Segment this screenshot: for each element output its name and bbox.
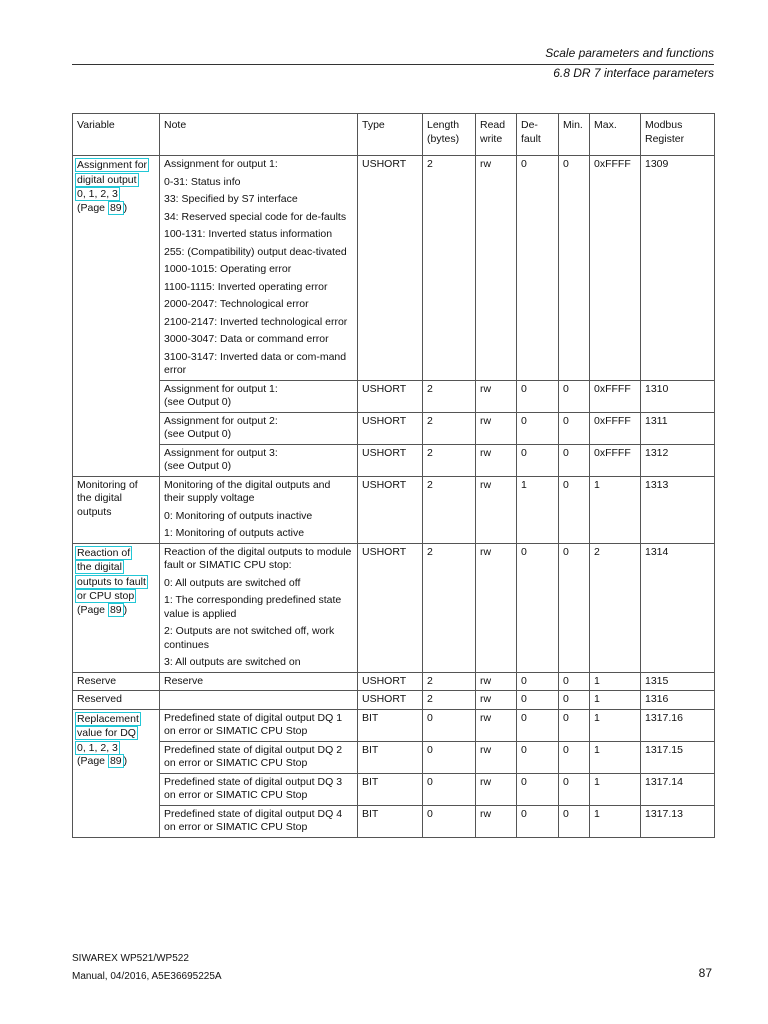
col-header-read-write: Read write [476,114,517,156]
col-header-max: Max. [590,114,641,156]
min-cell: 0 [559,691,590,710]
rw-cell: rw [476,444,517,476]
xref-assignment-line3[interactable]: 0, 1, 2, 3 [77,188,118,200]
table-row [73,444,715,476]
default-cell: 0 [517,412,559,444]
min-cell: 0 [559,156,590,381]
default-cell: 0 [517,773,559,805]
type-cell: USHORT [358,476,423,543]
type-cell: USHORT [358,543,423,672]
col-header-length: Length (bytes) [423,114,476,156]
max-cell: 1 [590,476,641,543]
default-cell: 0 [517,805,559,837]
length-cell: 2 [423,444,476,476]
max-cell: 1 [590,672,641,691]
table-row [73,741,715,773]
variable-cell-reaction: Reaction of the digital outputs to fault or CPU stop (Page 89 ) [73,543,160,672]
xref-reaction-line3[interactable]: outputs to fault [77,575,146,588]
xref-reaction-line4[interactable]: or CPU stop [77,590,135,602]
rw-cell: rw [476,380,517,412]
variable-cell-reserved: Reserved [73,691,160,710]
max-cell: 0xFFFF [590,444,641,476]
min-cell: 0 [559,543,590,672]
rw-cell: rw [476,741,517,773]
rw-cell: rw [476,691,517,710]
table-row [73,476,715,543]
max-cell: 0xFFFF [590,156,641,381]
xref-assignment-line2[interactable]: digital output [77,173,137,186]
page-link-reaction[interactable]: 89 [109,603,122,616]
modbus-cell: 1309 [641,156,715,381]
modbus-cell: 1317.14 [641,773,715,805]
note-cell: Predefined state of digital output DQ 1 on error or SIMATIC CPU Stop [160,709,358,741]
max-cell: 0xFFFF [590,412,641,444]
variable-cell-assignment: Assignment for digital output 0, 1, 2, 3 (Page 89 ) [73,156,160,477]
max-cell: 1 [590,741,641,773]
min-cell: 0 [559,741,590,773]
length-cell: 2 [423,672,476,691]
rw-cell: rw [476,709,517,741]
col-header-note: Note [160,114,358,156]
rw-cell: rw [476,672,517,691]
type-cell: BIT [358,741,423,773]
xref-replacement-line2[interactable]: value for DQ [77,727,136,739]
default-cell: 0 [517,444,559,476]
variable-cell-monitoring: Monitoring of the digital outputs [73,476,160,543]
modbus-cell: 1317.16 [641,709,715,741]
min-cell: 0 [559,805,590,837]
type-cell: USHORT [358,691,423,710]
note-cell: Assignment for output 1: 0-31: Status info 33: Specified by S7 interface 34: Reserved special code for de-faults 100-131: Inverted status information 255: (Compatibility) output deac-tivated 1000-1015: Operating error 1100-1115: Inverted operating error 2000-2047: Technological error 2100-2147: Inverted technological error 3000-3047: Data or command error 3100-3147: Inverted data or com-mand error [160,156,358,381]
type-cell: USHORT [358,672,423,691]
rw-cell: rw [476,412,517,444]
min-cell: 0 [559,709,590,741]
rw-cell: rw [476,773,517,805]
length-cell: 0 [423,773,476,805]
modbus-cell: 1316 [641,691,715,710]
modbus-cell: 1310 [641,380,715,412]
page-link-assignment[interactable]: 89 [109,201,122,214]
note-cell: Predefined state of digital output DQ 4 on error or SIMATIC CPU Stop [160,805,358,837]
note-cell: Predefined state of digital output DQ 2 on error or SIMATIC CPU Stop [160,741,358,773]
note-cell: Reserve [160,672,358,691]
table-row [73,412,715,444]
modbus-cell: 1312 [641,444,715,476]
type-cell: USHORT [358,156,423,381]
table-row [73,380,715,412]
header-subsection-title: 6.8 DR 7 interface parameters [553,66,714,80]
length-cell: 2 [423,691,476,710]
xref-reaction-line2[interactable]: the digital [77,561,122,573]
default-cell: 0 [517,691,559,710]
table-row [73,805,715,837]
rw-cell: rw [476,476,517,543]
length-cell: 2 [423,476,476,543]
max-cell: 2 [590,543,641,672]
max-cell: 1 [590,773,641,805]
footer-doc-info [72,950,222,986]
min-cell: 0 [559,672,590,691]
note-cell: Assignment for output 2: (see Output 0) [160,412,358,444]
min-cell: 0 [559,476,590,543]
rw-cell: rw [476,805,517,837]
rw-cell: rw [476,156,517,381]
max-cell: 1 [590,709,641,741]
col-header-modbus: Modbus Register [641,114,715,156]
min-cell: 0 [559,380,590,412]
page-link-replacement[interactable]: 89 [109,755,122,767]
variable-cell-reserve: Reserve [73,672,160,691]
length-cell: 2 [423,380,476,412]
default-cell: 0 [517,709,559,741]
type-cell: USHORT [358,412,423,444]
footer-product: SIWAREX WP521/WP522 [72,953,189,964]
col-header-variable: Variable [73,114,160,156]
xref-assignment-line1[interactable]: Assignment for [77,159,148,171]
col-header-min: Min. [559,114,590,156]
default-cell: 0 [517,380,559,412]
note-cell: Monitoring of the digital outputs and their supply voltage 0: Monitoring of outputs inactive 1: Monitoring of outputs active [160,476,358,543]
header-divider [72,64,714,65]
max-cell: 0xFFFF [590,380,641,412]
col-header-type: Type [358,114,423,156]
default-cell: 0 [517,543,559,672]
note-cell: Assignment for output 3: (see Output 0) [160,444,358,476]
type-cell: USHORT [358,444,423,476]
table-row [73,672,715,691]
length-cell: 0 [423,709,476,741]
table-row [73,773,715,805]
table-row [73,709,715,741]
xref-reaction-line1[interactable]: Reaction of [77,546,131,559]
max-cell: 1 [590,691,641,710]
min-cell: 0 [559,444,590,476]
xref-replacement-line3[interactable]: 0, 1, 2, 3 [77,741,118,754]
length-cell: 2 [423,412,476,444]
type-cell: USHORT [358,380,423,412]
note-cell [160,691,358,710]
xref-replacement-line1[interactable]: Replacement [77,712,139,725]
table-row [73,156,715,381]
modbus-cell: 1313 [641,476,715,543]
footer-manual: Manual, 04/2016, A5E36695225A [72,971,222,982]
table-row [73,691,715,710]
length-cell: 0 [423,805,476,837]
modbus-cell: 1317.15 [641,741,715,773]
note-cell: Predefined state of digital output DQ 3 on error or SIMATIC CPU Stop [160,773,358,805]
table-header-row [73,114,715,156]
modbus-cell: 1311 [641,412,715,444]
table-row [73,543,715,672]
length-cell: 0 [423,741,476,773]
default-cell: 1 [517,476,559,543]
type-cell: BIT [358,709,423,741]
min-cell: 0 [559,773,590,805]
length-cell: 2 [423,156,476,381]
modbus-cell: 1317.13 [641,805,715,837]
modbus-cell: 1314 [641,543,715,672]
page-number: 87 [698,966,712,980]
rw-cell: rw [476,543,517,672]
modbus-cell: 1315 [641,672,715,691]
note-cell: Assignment for output 1: (see Output 0) [160,380,358,412]
col-header-default: De- fault [517,114,559,156]
default-cell: 0 [517,741,559,773]
variable-cell-replacement: Replacement value for DQ 0, 1, 2, 3 (Page 89 ) [73,709,160,837]
parameter-table [72,113,715,838]
note-cell: Reaction of the digital outputs to module fault or SIMATIC CPU stop: 0: All outputs are switched off 1: The corresponding predefined state value is applied 2: Outputs are not switched off, work continues 3: All outputs are switched on [160,543,358,672]
max-cell: 1 [590,805,641,837]
type-cell: BIT [358,805,423,837]
default-cell: 0 [517,156,559,381]
length-cell: 2 [423,543,476,672]
type-cell: BIT [358,773,423,805]
default-cell: 0 [517,672,559,691]
min-cell: 0 [559,412,590,444]
header-section-title: Scale parameters and functions [545,46,714,60]
